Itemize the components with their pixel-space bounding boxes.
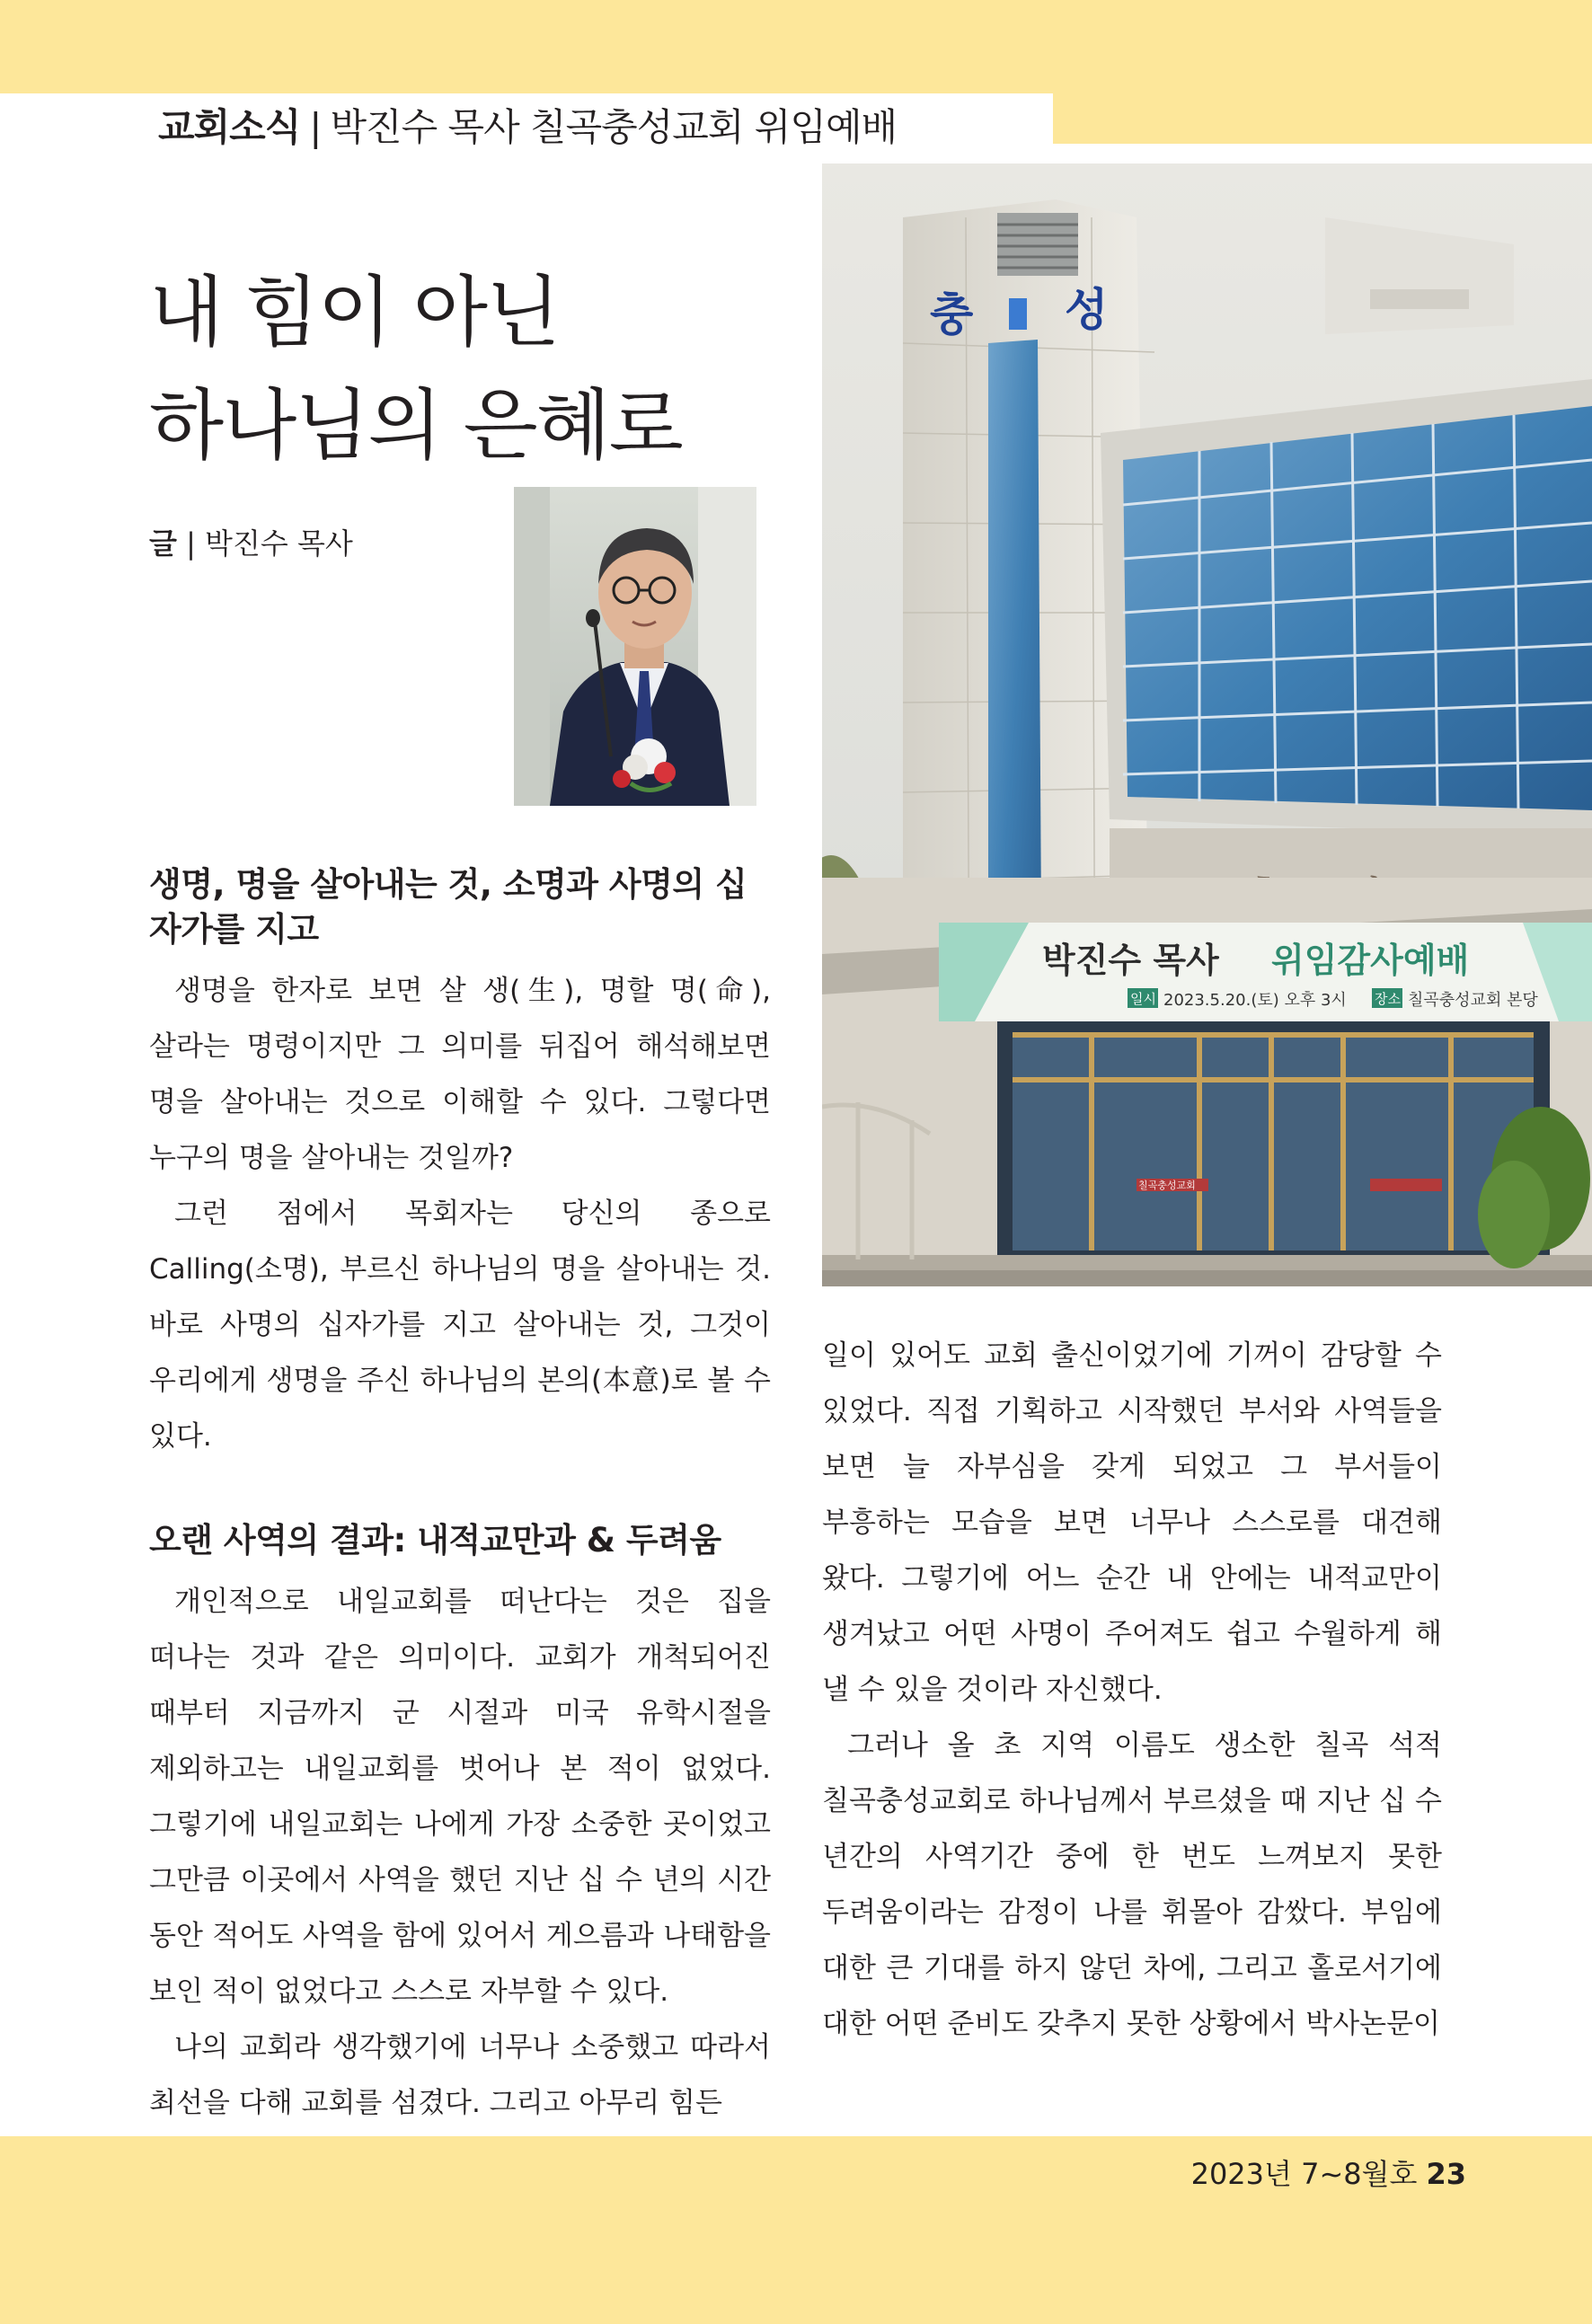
- photo-banner-where-label: 장소: [1375, 991, 1401, 1007]
- section1-paragraph-2: 그런 점에서 목회자는 당신의 종으로 Calling(소명), 부르신 하나님의 명을 살아내는 것. 바로 사명의 십자가를 지고 살아내는 것, 그것이 우리에게 생명을 주신 하나님의 본의(本意)로 볼 수 있다.: [149, 1197, 771, 1453]
- church-building-photo: [822, 163, 1592, 1286]
- header-topic: 박진수 목사 칠곡충성교회 위임예배: [330, 105, 898, 149]
- article-title: [149, 256, 778, 482]
- section2-paragraph-2: 나의 교회라 생각했기에 너무나 소중했고 따라서 최선을 다해 교회를 섬겼다. 그리고 아무리 힘든: [149, 2031, 771, 2119]
- section-label: 교회소식: [158, 105, 301, 149]
- header-separator: |: [309, 105, 322, 149]
- section1-paragraph-1: 생명을 한자로 보면 살 생(生), 명할 명(命), 살라는 명령이지만 그 의미를 뒤집어 해석해보면 명을 살아내는 것으로 이해할 수 있다. 그렇다면 누구의 명을 살아내는 것일까?: [149, 975, 771, 1174]
- page-folio: [1191, 2147, 1466, 2201]
- photo-door-sign: 칠곡충성교회: [1138, 1180, 1196, 1191]
- text-column-right: [822, 1328, 1442, 2052]
- issue-label: 2023년 7~8월호: [1190, 2157, 1418, 2191]
- title-line-1: 내 힘이 아닌: [149, 268, 560, 358]
- section2-paragraph-1: 개인적으로 내일교회를 떠난다는 것은 집을 떠나는 것과 같은 의미이다. 교회가 개척되어진 때부터 지금까지 군 시절과 미국 유학시절을 제외하고는 내일교회를 벗어나 본 적이 없었다. 그렇기에 내일교회는 나에게 가장 소중한 곳이었고 그만큼 이곳에서 사역을 했던 지난 십 수 년의 시간 동안 적어도 사역을 함에 있어서 게으름과 나태함을 보인 적이 없었다고 스스로 자부할 수 있다.: [149, 1586, 771, 2008]
- author-portrait: [514, 487, 756, 806]
- photo-banner-where: 칠곡충성교회 본당: [1408, 991, 1538, 1010]
- photo-banner-when-label: 일시: [1130, 991, 1156, 1007]
- section2-heading: 오랜 사역의 결과: 내적교만과 & 두려움: [149, 1521, 721, 1560]
- running-header: [158, 101, 897, 155]
- photo-banner-when: 2023.5.20.(토) 오후 3시: [1163, 991, 1347, 1010]
- text-column-left: [149, 862, 771, 2131]
- section1-heading: 생명, 명을 살아내는 것, 소명과 사명의 십자가를 지고: [149, 865, 747, 949]
- section2-paragraph-3: 그러나 올 초 지역 이름도 생소한 칠곡 석적 칠곡충성교회로 하나님께서 부르셨을 때 지난 십 수 년간의 사역기간 중에 한 번도 느껴보지 못한 두려움이라는 감정이 나를 휘몰아 감쌌다. 부임에 대한 큰 기대를 하지 않던 차에, 그리고 홀로서기에 대한 어떤 준비도 갖추지 못한 상황에서 박사논문이: [822, 1729, 1442, 2040]
- photo-sign-right: 성: [1065, 284, 1109, 336]
- page-number: 23: [1426, 2157, 1466, 2191]
- byline-author: 박진수 목사: [205, 526, 353, 561]
- section2-paragraph-2-continued: 일이 있어도 교회 출신이었기에 기꺼이 감당할 수 있었다. 직접 기획하고 시작했던 부서와 사역들을 보면 늘 자부심을 갖게 되었고 그 부서들이 부흥하는 모습을 보면 너무나 스스로를 대견해 왔다. 그렇기에 어느 순간 내 안에는 내적교만이 생겨났고 어떤 사명이 주어져도 쉽고 수월하게 해 낼 수 있을 것이라 자신했다.: [822, 1339, 1442, 1706]
- photo-sign-left: 충: [930, 288, 974, 340]
- photo-banner-title-a: 박진수 목사: [1042, 941, 1219, 980]
- title-line-2: 하나님의 은혜로: [149, 381, 682, 471]
- byline-separator: |: [186, 526, 196, 561]
- byline-label: 글: [149, 526, 177, 561]
- photo-banner-title-b: 위임감사예배: [1271, 941, 1470, 980]
- byline: [149, 521, 353, 566]
